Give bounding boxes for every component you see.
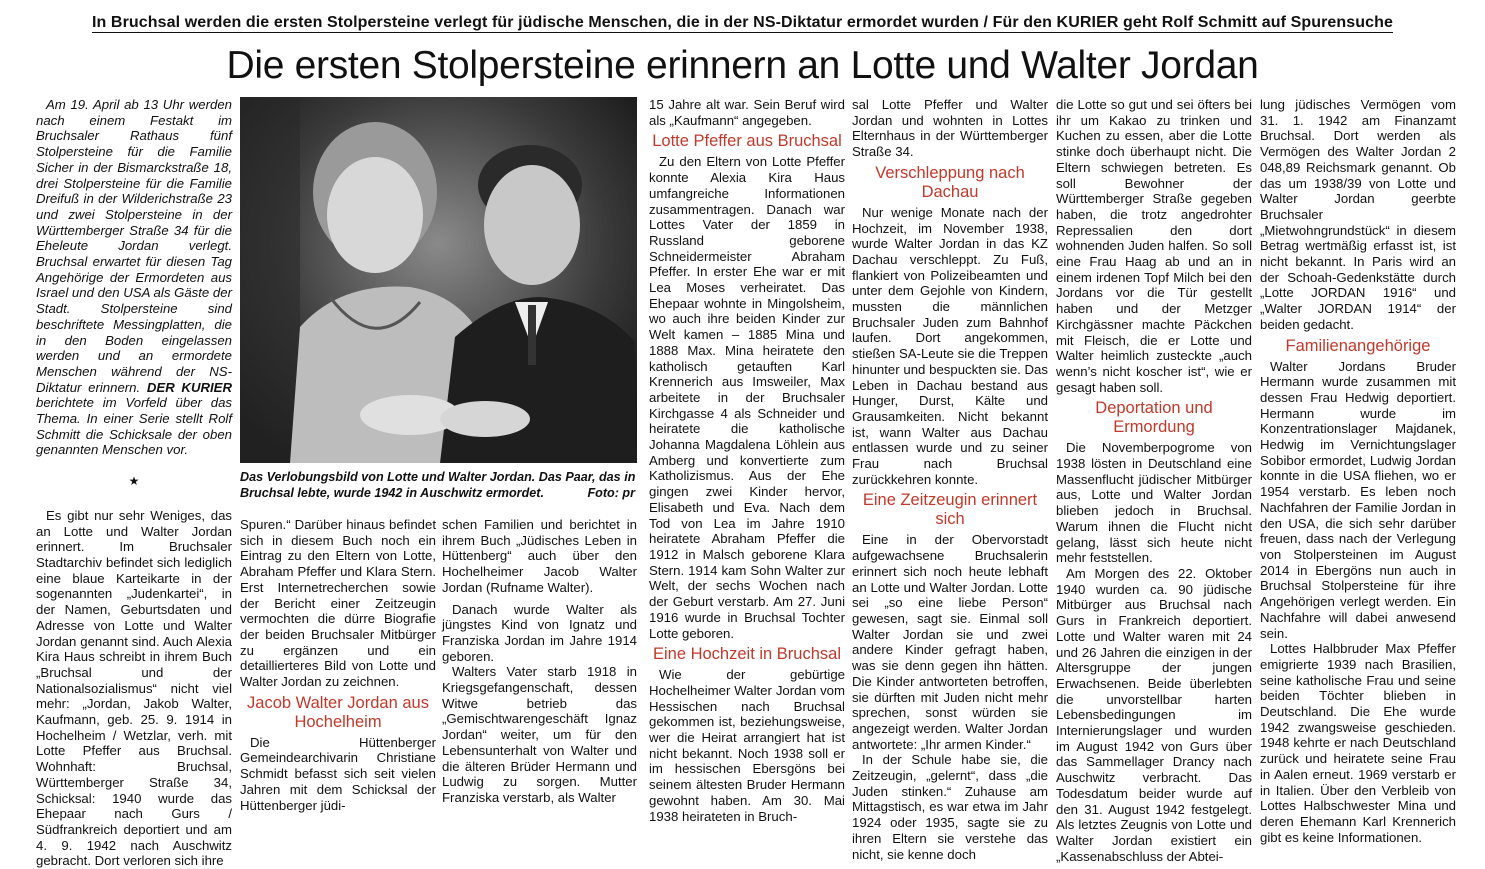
body-paragraph: Eine in der Obervorstadt aufgewachsene Bruchsalerin erinnert sich noch heute lebhaft an Lotte und Walter Jordan. Lotte sei „so eine liebe Person“ gewesen, sagt sie. Einmal soll Walter Jordan sie und zwei andere Kinder gefragt haben, was sie denn gegen ihn hätten. Die Kinder antworteten betroffen, sie dürften mit Juden nicht mehr sprechen, sonst würden sie angezeigt werden. Walter Jordan antwortete: „Ihr armen Kinder.“ [852, 532, 1048, 752]
subheading-familienangehoerige: Familienangehörige [1285, 336, 1431, 355]
photo-credit: Foto: pr [587, 485, 635, 500]
body-paragraph: Lottes Halbbruder Max Pfeffer emigrierte 1939 nach Brasilien, seine katholische Frau und seine beiden Töchter blieben in Deutschland. Die Ehe wurde 1942 zwangsweise geschieden. 1948 kehrte er nach Deutschland zurück und heiratete seine Frau in Aalen erneut. 1969 verstarb er in Italien. Über den Verbleib von Lottes Halbschwester Mina und deren Ehemann Karl Krennerich gibt es keine Informationen. [1260, 641, 1456, 845]
column-6 [1056, 97, 1252, 864]
photo-caption [240, 470, 637, 501]
kicker-line [0, 14, 1485, 32]
caption-text: Das Verlobungsbild von Lotte und Walter Jordan. Das Paar, das in Bruchsal lebte, wurde 1942 in Auschwitz ermordet. [240, 470, 636, 500]
body-paragraph: sal Lotte Pfeffer und Walter Jordan und wohnten in Lottes Elternhaus in der Württemberger Straße 34. [852, 97, 1048, 160]
body-paragraph: Wie der gebürtige Hochelheimer Walter Jordan vom Hessischen nach Bruchsal gekommen ist, beziehungsweise, wer die Heirat arrangiert hat ist nicht bekannt. Noch 1938 soll er im hessischen Ebersgöns bei seinem ältesten Bruder Hermann gewohnt haben. Am 30. Mai 1938 heirateten in Bruch- [649, 667, 845, 824]
body-paragraph: Am Morgen des 22. Oktober 1940 wurden ca. 90 jüdische Mitbürger aus Bruchsal nach Gurs in Frankreich deportiert. Lotte und Walter waren mit 24 und 26 Jahren die einzigen in der Altersgruppe der jungen Erwachsenen. Beide überlebten die unvorstellbar harten Lebensbedingungen im Internierungslager und wurden im August 1942 von Gurs über das Sammellager Drancy nach Auschwitz verbracht. Das Todesdatum beider wurde auf den 31. August 1942 festgelegt. Als letztes Zeugnis von Lotte und Walter Jordan existiert ein „Kassenabschluss der Abtei- [1056, 565, 1252, 864]
subheading-deportation: Deportation und Ermordung [1095, 399, 1213, 437]
column-4 [649, 97, 845, 824]
subheading-lotte-pfeffer: Lotte Pfeffer aus Bruchsal [652, 132, 842, 151]
body-paragraph: In der Schule habe sie, die Zeitzeugin, „gelernt“, dass „die Juden stinken.“ Zuhause am Mittagstisch, es war etwa im Jahr 1924 oder 1935, sagte sie zu ihren Eltern sie verstehe das nicht, sie kenne doch [852, 752, 1048, 862]
body-paragraph: Walter Jordans Bruder Hermann wurde zusammen mit dessen Frau Hedwig deportiert. Hermann wurde im Konzentrationslager Majdanek, Hedwig im Vernichtungslager Sobibor ermordet, Ludwig Jordan konnte in die USA fliehen, wo er 1954 verstarb. Es leben noch Nachfahren der Familie Jordan in den USA, die sich sehr darüber freuen, dass nach der Verlegung von Stolpersteinen im August 2014 in Ebergöns nun auch in Bruchsal Stolpersteine für ihre Angehörigen verlegt werden. Ein Nachfahre will dabei anwesend sein. [1260, 358, 1456, 641]
subheading-hochzeit: Eine Hochzeit in Bruchsal [652, 645, 841, 664]
subheading-jacob-walter-jordan: Jacob Walter Jordan aus Hochelheim [247, 693, 429, 731]
column-1 [36, 97, 232, 869]
subheading-verschleppung: Verschleppung nach Dachau [875, 163, 1025, 201]
body-paragraph: Walters Vater starb 1918 in Kriegsgefangenschaft, dessen Witwe betrieb das „Gemischtwarengeschäft Ignaz Jordan“ weiter, um für den Lebensunterhalt von Walter und die älteren Brüder Hermann und Ludwig zu sorgen. Mutter Franziska verstarb, als Walter [442, 664, 637, 805]
body-paragraph: Es gibt nur sehr Weniges, das an Lotte und Walter Jordan erinnert. Im Bruchsaler Stadtarchiv befindet sich lediglich eine blaue Karteikarte in der sogenannten „Judenkartei“, in der Namen, Geburtsdaten und Adresse von Lotte und Walter Jordan genannt sind. Auch Alexia Kira Haus schreibt in ihrem Buch „Bruchsal und der Nationalsozialismus“ nicht viel mehr: „Jordan, Jakob Walter, Kaufmann, geb. 25. 9. 1914 in Hochelheim / Wetzlar, verh. mit Lotte Pfeffer aus Bruchsal. Wohnhaft: Bruchsal, Württemberger Straße 34, Schicksal: 1940 wurde das Ehepaar nach Gurs / Südfrankreich deportiert und am 4. 9. 1942 nach Auschwitz gebracht. Dort verloren sich ihre [36, 507, 232, 869]
body-paragraph: Nur wenige Monate nach der Hochzeit, im November 1938, wurde Walter Jordan in das KZ Dachau verschleppt. Zu Fuß, flankiert von Polizeibeamten und unter dem Gejohle von Kindern, mussten die männlichen Bruchsaler Juden zum Bahnhof laufen. Dort angekommen, stießen SA-Leute sie die Treppen hinunter und bespuckten sie. Das Leben in Dachau bestand aus Hunger, Durst, Kälte und Grausamkeiten. Nicht bekannt ist, wann Walter aus Dachau entlassen wurde und zu seiner Frau nach Bruchsal zurückkehren konnte. [852, 204, 1048, 487]
column-3 [442, 517, 637, 806]
column-2 [240, 517, 436, 813]
intro-text: Am 19. April ab 13 Uhr werden nach einem Festakt im Bruchsaler Rathaus fünf Stolpersteine für die Familie Sicher in der Bismarckstraße 18, drei Stolpersteine für die Familie Dreifuß in der Wilderichstraße 23 und zwei Stolpersteine in der Württemberger Straße 34 für die Eheleute Jordan verlegt. Bruchsal erwartet für diesen Tag Angehörige der Ermordeten aus Israel und den USA als Gäste der Stadt. Stolpersteine sind beschriftete Messingplatten, die in den Boden eingelassen werden und an ermordete Menschen während der NS-Diktatur erinnern. [36, 97, 232, 395]
column-7 [1260, 97, 1456, 845]
body-paragraph: Die Hüttenberger Gemeindearchivarin Christiane Schmidt befasst sich seit vielen Jahren mit dem Schicksal der Hüttenberger jüdi- [240, 734, 436, 813]
intro-publication-name: DER KURIER [146, 379, 232, 395]
engagement-photo [240, 97, 637, 463]
couple-photo-illustration [240, 97, 637, 463]
body-paragraph: schen Familien und berichtet in ihrem Buch „Jüdisches Leben in Hüttenberg“ auch über den Hochelheimer Jacob Walter Jordan (Rufname Walter). [442, 517, 637, 595]
body-paragraph: lung jüdisches Vermögen vom 31. 1. 1942 am Finanzamt Bruchsal. Dort werden als Vermögen des Walter Jordan 2 048,89 Reichsmark genannt. Ob das um 1938/39 von Lotte und Walter Jordan geerbte Bruchsaler „Mietwohngrundstück“ in diesem Betrag wertmäßig erfasst ist, ist nicht bekannt. In Paris wird an der Schoah-Gedenkstätte durch „Lotte JORDAN 1916“ und „Walter JORDAN 1914“ der beiden gedacht. [1260, 97, 1456, 332]
subheading-zeitzeugin: Eine Zeitzeugin erinnert sich [862, 491, 1038, 529]
intro-paragraph [36, 97, 232, 458]
body-paragraph: die Lotte so gut und sei öfters bei ihr um Kakao zu trinken und Kuchen zu essen, aber die Lotte stinke doch überhaupt nicht. Die Eltern schwiegen betreten. Es soll Bewohner der Württemberger Straße gegeben haben, die trotz angedrohter Repressalien den dort wohnenden Juden halfen. So soll eine Frau Haag ab und an in einem irdenen Topf Milch bei den Jordans vor die Tür gestellt haben und der Metzger Kirchgässner machte Päckchen mit Fleisch, die er Lotte und Walter heimlich zusteckte „auch wenn’s nicht koscher ist“, wie er gesagt haben soll. [1056, 97, 1252, 395]
column-5 [852, 97, 1048, 862]
intro-text-end: berichtete im Vorfeld über das Thema. In einer Serie stellt Rolf Schmitt die Schicksale der oben genannten Menschen vor. [36, 395, 232, 458]
kicker-text: In Bruchsal werden die ersten Stolpersteine verlegt für jüdische Menschen, die in der NS-Diktatur ermordet wurden / Für den KURIER geht Rolf Schmitt auf Spurensuche [91, 14, 1394, 31]
body-paragraph: Zu den Eltern von Lotte Pfeffer konnte Alexia Kira Haus umfangreiche Informationen zusammentragen. Danach war Lottes Vater der 1859 in Russland geborene Schneidermeister Abraham Pfeffer. In erster Ehe war er mit Lea Moses verheiratet. Das Ehepaar wohnte in Mingolsheim, wo auch ihre beiden Kinder zur Welt kamen – 1885 Mina und 1888 Max. Mina heiratete den katholisch getauften Karl Krennerich aus Imsweiler, Max arbeitete in der Bruchsaler Kirchgasse 4 als Schneider und heiratete die katholische Johanna Magdalena Löhlein aus Amberg und konvertierte zum Katholizismus. Aus der Ehe gingen zwei Kinder hervor, Elisabeth und Eva. Nach dem Tod von Lea im Jahre 1910 heiratete Abraham Pfeffer die 1912 in Malsch geborene Klara Stern. 1914 kam Sohn Walter zur Welt, der sechs Wochen nach der Geburt verstarb. Am 27. Juni 1916 wurde in Bruchsal Tochter Lotte geboren. [649, 154, 845, 641]
body-paragraph: 15 Jahre alt war. Sein Beruf wird als „Kaufmann“ angegeben. [649, 97, 845, 128]
body-paragraph: Die Novemberpogrome von 1938 lösten in Deutschland eine Massenflucht jüdischer Mitbürger aus, Lotte und Walter Jordan blieben jedoch in Bruchsal. Warum ihnen die Flucht nicht gelang, lässt sich heute nicht mehr feststellen. [1056, 440, 1252, 566]
star-separator: ★ [128, 474, 140, 489]
body-paragraph: Danach wurde Walter als jüngstes Kind von Ignatz und Franziska Jordan im Jahre 1914 geboren. [442, 601, 637, 664]
body-paragraph: Spuren.“ Darüber hinaus befindet sich in diesem Buch noch ein Eintrag zu den Eltern von Lotte, Abraham Pfeffer und Klara Stern. Erst Internetrecherchen sowie der Bericht einer Zeitzeugin vermochten die dürre Biografie der beiden Bruchsaler Mitbürger zu ergänzen und ein detaillierteres Bild von Lotte und Walter Jordan zu zeichnen. [240, 517, 436, 690]
headline: Die ersten Stolpersteine erinnern an Lotte und Walter Jordan [226, 44, 1259, 87]
